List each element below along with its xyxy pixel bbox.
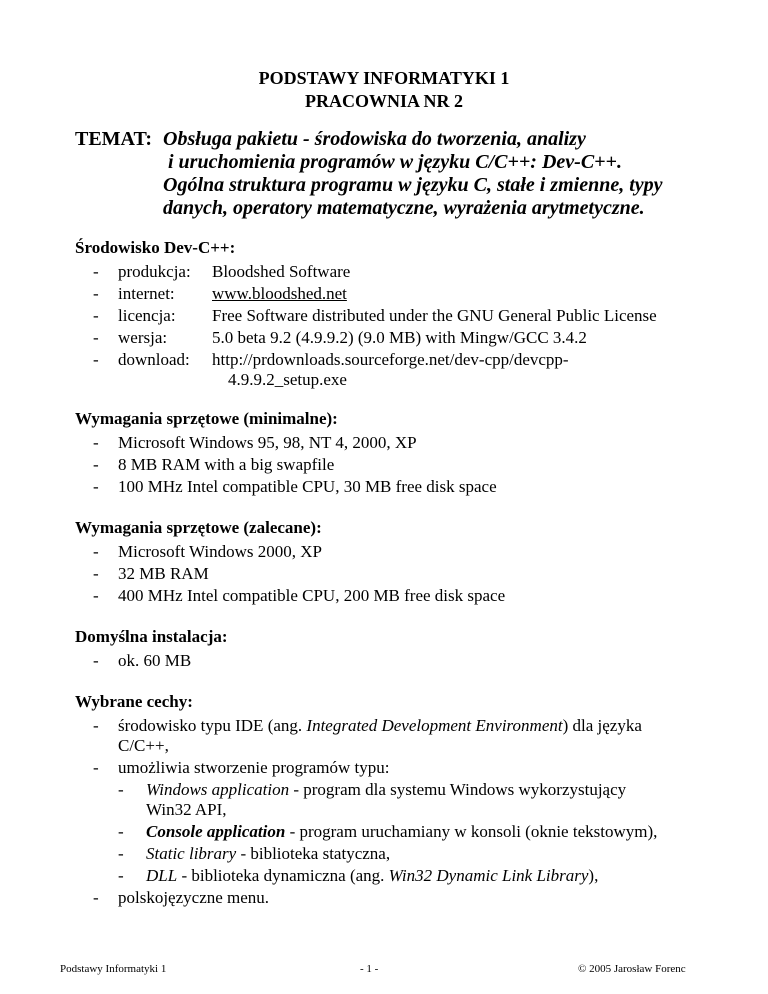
doc-title-line2: PRACOWNIA NR 2: [304, 91, 463, 111]
subfeature-console-app: Console application - program uruchamiany w konsoli (oknie tekstowym),: [146, 822, 658, 841]
footer-copyright: © 2005 Jarosław Forenc: [578, 963, 686, 975]
sub-bullet-dash: -: [118, 844, 124, 863]
bullet-dash: -: [93, 888, 99, 907]
bullet-dash: -: [93, 284, 99, 303]
min-req-item: 8 MB RAM with a big swapfile: [118, 455, 335, 474]
rec-req-item: 32 MB RAM: [118, 564, 209, 583]
env-key-download: download:: [118, 350, 190, 369]
min-req-item: 100 MHz Intel compatible CPU, 30 MB free disk space: [118, 477, 497, 496]
bullet-dash: -: [93, 477, 99, 496]
env-key-license: licencja:: [118, 306, 176, 325]
min-req-item: Microsoft Windows 95, 98, NT 4, 2000, XP: [118, 433, 417, 452]
bullet-dash: -: [93, 433, 99, 452]
env-value-production: Bloodshed Software: [212, 262, 351, 281]
subfeature-dll: DLL - biblioteka dynamiczna (ang. Win32 Dynamic Link Library),: [146, 866, 599, 885]
bullet-dash: -: [93, 306, 99, 325]
bullet-dash: -: [93, 328, 99, 347]
sub-bullet-dash: -: [118, 822, 124, 841]
sub-bullet-dash: -: [118, 780, 124, 799]
temat-line-3: Ogólna struktura programu w języku C, stałe i zmienne, typy: [163, 174, 663, 196]
env-heading: Środowisko Dev-C++:: [75, 238, 236, 257]
bullet-dash: -: [93, 758, 99, 777]
env-link-internet[interactable]: www.bloodshed.net: [212, 284, 347, 303]
doc-title-line1: PODSTAWY INFORMATYKI 1: [258, 68, 510, 88]
temat-line-2: i uruchomienia programów w języku C/C++: Dev-C++.: [168, 151, 622, 173]
bullet-dash: -: [93, 564, 99, 583]
rec-req-item: 400 MHz Intel compatible CPU, 200 MB free disk space: [118, 586, 506, 605]
footer-page-number: - 1 -: [360, 963, 379, 975]
feature-ide: środowisko typu IDE (ang. Integrated Development Environment) dla języka: [118, 716, 642, 735]
env-value-download: http://prdownloads.sourceforge.net/dev-cpp/devcpp-: [212, 350, 569, 369]
bullet-dash: -: [93, 586, 99, 605]
bullet-dash: -: [93, 542, 99, 561]
rec-req-item: Microsoft Windows 2000, XP: [118, 542, 322, 561]
bullet-dash: -: [93, 350, 99, 369]
temat-label: TEMAT:: [75, 128, 153, 150]
feature-ide-cont: C/C++,: [118, 736, 169, 755]
env-key-internet: internet:: [118, 284, 175, 303]
subfeature-windows-app: Windows application - program dla systemu Windows wykorzystujący: [146, 780, 627, 799]
env-value-version: 5.0 beta 9.2 (4.9.9.2) (9.0 MB) with Mingw/GCC 3.4.2: [212, 328, 587, 347]
install-item: ok. 60 MB: [118, 651, 192, 670]
env-value-license: Free Software distributed under the GNU General Public License: [212, 306, 657, 325]
bullet-dash: -: [93, 455, 99, 474]
sub-bullet-dash: -: [118, 866, 124, 885]
rec-req-heading: Wymagania sprzętowe (zalecane):: [75, 518, 322, 537]
subfeature-windows-app-cont: Win32 API,: [146, 800, 227, 819]
bullet-dash: -: [93, 651, 99, 670]
feature-program-types: umożliwia stworzenie programów typu:: [118, 758, 390, 777]
min-req-heading: Wymagania sprzętowe (minimalne):: [75, 409, 338, 428]
subfeature-static-lib: Static library - biblioteka statyczna,: [146, 844, 391, 863]
env-value-download-cont: 4.9.9.2_setup.exe: [228, 370, 347, 389]
temat-line-1: Obsługa pakietu - środowiska do tworzenia, analizy: [163, 128, 586, 150]
feature-polish-menu: polskojęzyczne menu.: [118, 888, 270, 907]
features-heading: Wybrane cechy:: [75, 692, 193, 711]
bullet-dash: -: [93, 716, 99, 735]
temat-line-4: danych, operatory matematyczne, wyrażenia arytmetyczne.: [163, 197, 645, 219]
install-heading: Domyślna instalacja:: [75, 627, 228, 646]
bullet-dash: -: [93, 262, 99, 281]
footer-left: Podstawy Informatyki 1: [60, 963, 167, 975]
env-key-version: wersja:: [118, 328, 168, 347]
env-key-production: produkcja:: [118, 262, 191, 281]
